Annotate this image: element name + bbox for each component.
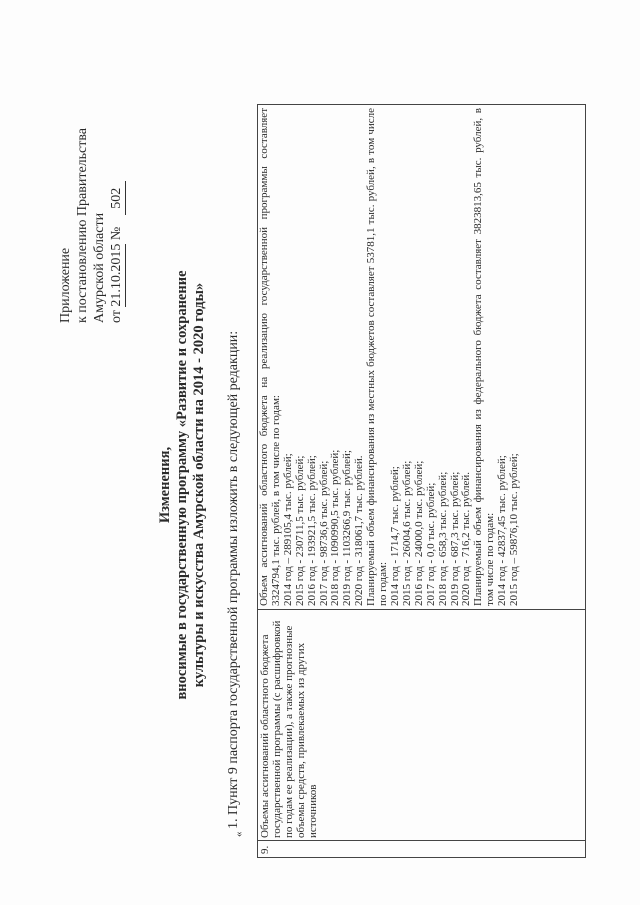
title-line3: культуры и искусства Амурской области на 2014 - 2020 годы» [191, 282, 207, 688]
federal-year-line: 2014 год - 42837,45 тыс. рублей; [496, 455, 509, 606]
appendix-line3: Амурской области [92, 212, 107, 323]
appendix-date: 21.10.2015 [109, 243, 124, 307]
local-year-line: 2016 год - 24000,0 тыс. рублей; [412, 460, 425, 606]
title-line2: вносимые в государственную программу «Развитие и сохранение [174, 270, 190, 700]
federal-intro: Планируемый объем финансирования из федерального бюджета составляет 3823813,65 тыс. рублей, в том числе по годам: [472, 108, 497, 606]
appendix-line1: Приложение [58, 247, 73, 323]
row-name-cell: Объемы ассигнований областного бюджета государственной программы (с расшифровкой по годам ее реализации), а также прогнозные объемы средств, привлекаемых из других источников [258, 609, 585, 840]
regional-year-line: 2015 год - 230711,5 тыс. рублей; [293, 455, 306, 606]
regional-year-line: 2020 год - 318061,7 тыс. рублей. [353, 455, 366, 606]
local-intro: Планируемый объем финансирования из местных бюджетов составляет 53781,1 тыс. рублей, в том числе по годам: [365, 108, 390, 606]
local-year-line: 2018 год - 658,3 тыс. рублей; [436, 471, 449, 606]
quote-marker: « [233, 831, 245, 837]
local-year-line: 2015 год - 26004,6 тыс. рублей; [400, 460, 413, 606]
local-year-line: 2019 год - 687,3 тыс. рублей; [448, 471, 461, 606]
number-sign: № [109, 226, 124, 241]
appendix-number: 502 [108, 181, 126, 215]
regional-year-line: 2014 год – 289105,4 тыс. рублей; [281, 453, 294, 606]
regional-year-line: 2018 год - 1090990,5 тыс. рублей; [329, 449, 342, 606]
appendix-block [57, 128, 126, 323]
federal-year-line: 2015 год – 59876,10 тыс. рублей; [508, 453, 521, 606]
local-year-line: 2014 год - 1714,7 тыс. рублей; [388, 466, 401, 606]
appendix-line2: к постановлению Правительства [75, 127, 90, 323]
date-prefix: от [109, 310, 124, 323]
appendix-date-line [108, 128, 126, 323]
regional-year-line: 2016 год - 193921,5 тыс. рублей; [305, 455, 318, 606]
intro-text: 1. Пункт 9 паспорта государственной программы изложить в следующей редакции: [226, 330, 241, 829]
local-year-line: 2020 год - 716,2 тыс. рублей. [460, 471, 473, 606]
regional-intro: Объем ассигнований областного бюджета на реализацию государственной программы составляет 3324794,1 тыс. рублей, в том числе по годам: [258, 108, 282, 606]
local-year-line: 2017 год - 0,0 тыс. рублей; [424, 482, 437, 606]
row-number-cell [258, 840, 585, 857]
regional-year-line: 2017 год - 98736,6 тыс. рублей; [317, 460, 330, 606]
row-value-cell [258, 105, 585, 608]
title-line1: Изменения, [157, 446, 173, 524]
document-title [157, 235, 208, 735]
row-number: 9. [259, 845, 271, 854]
passport-table [257, 104, 586, 858]
regional-year-line: 2019 год - 1103266,9 тыс. рублей; [341, 450, 354, 606]
